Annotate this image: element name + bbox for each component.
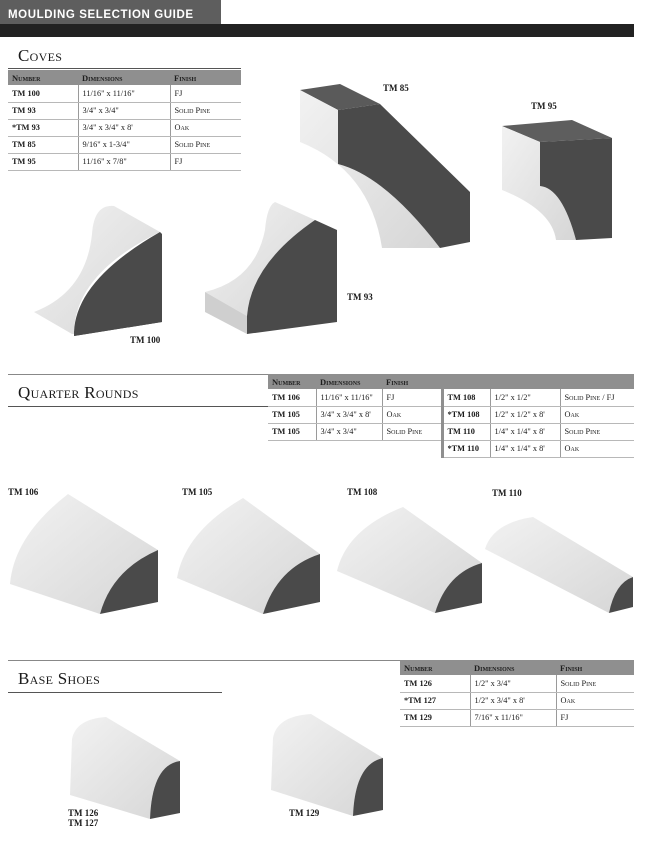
quarter-rounds-rule: [8, 374, 268, 375]
tm110-curved-face: [485, 517, 633, 613]
table-row: [400, 692, 634, 709]
tm110-label: TM 110: [492, 488, 522, 498]
cell-dimensions: 1/2" x 1/2" x 8': [490, 406, 560, 423]
coves-title: Coves: [18, 46, 63, 65]
cell-dimensions: 1/4" x 1/4" x 8': [490, 440, 560, 457]
base-shoes-rule: [8, 660, 400, 661]
table-row: [268, 423, 634, 440]
tm93-label: TM 93: [347, 292, 373, 302]
quarter-rounds-title-underline: [8, 406, 268, 407]
cell-number: TM 105: [268, 423, 316, 440]
table-header-row: [268, 374, 634, 389]
table-row: [400, 709, 634, 726]
cell-dimensions: 9/16" x 1-3/4": [78, 136, 170, 153]
cell-finish: FJ: [170, 153, 241, 170]
tm105-quarter-round-illustration: [177, 494, 322, 616]
coves-title-underline: [8, 68, 241, 69]
cell-dimensions: 7/16" x 11/16": [470, 709, 556, 726]
column-header: Number: [268, 374, 316, 389]
cell-dimensions: 11/16" x 7/8": [78, 153, 170, 170]
cell-number: TM 100: [8, 85, 78, 102]
tm126-label: TM 126: [68, 808, 99, 818]
cell-dimensions: 3/4" x 3/4": [78, 102, 170, 119]
column-header: Dimensions: [78, 70, 170, 85]
tm110-quarter-round-illustration: [485, 515, 635, 615]
cell-finish: Solid Pine: [556, 675, 634, 692]
empty-cell: [268, 440, 316, 457]
tm105-label: TM 105: [182, 487, 213, 497]
column-header: Finish: [170, 70, 241, 85]
base-shoes-table: [400, 660, 634, 727]
quarter-rounds-title: Quarter Rounds: [18, 383, 139, 402]
cell-finish: FJ: [556, 709, 634, 726]
base-shoes-title-underline: [8, 692, 222, 693]
cell-number: *TM 108: [442, 406, 490, 423]
cell-number: TM 108: [442, 389, 490, 406]
tm100-label: TM 100: [130, 335, 161, 345]
cell-number: TM 93: [8, 102, 78, 119]
tm85-label: TM 85: [383, 83, 409, 93]
cell-finish: FJ: [170, 85, 241, 102]
cell-number: TM 126: [400, 675, 470, 692]
column-header: Number: [8, 70, 78, 85]
tm106-label: TM 106: [8, 487, 39, 497]
cell-finish: Solid Pine: [170, 102, 241, 119]
tm127-label: TM 127: [68, 818, 99, 828]
table-row: [268, 406, 634, 423]
empty-cell: [382, 440, 442, 457]
cell-number: TM 110: [442, 423, 490, 440]
cell-finish: FJ: [382, 389, 442, 406]
column-header: Dimensions: [316, 374, 382, 389]
cell-number: TM 85: [8, 136, 78, 153]
cell-dimensions: 3/4" x 3/4" x 8': [316, 406, 382, 423]
cell-dimensions: 1/2" x 3/4" x 8': [470, 692, 556, 709]
cell-finish: Oak: [560, 440, 634, 457]
tm100-cove-illustration: [34, 204, 164, 336]
cell-finish: Oak: [382, 406, 442, 423]
coves-table: [8, 70, 241, 171]
column-header: Number: [400, 660, 470, 675]
cell-number: TM 105: [268, 406, 316, 423]
cell-number: *TM 127: [400, 692, 470, 709]
column-header: [560, 374, 634, 389]
column-header: Finish: [556, 660, 634, 675]
tm108-label: TM 108: [347, 487, 378, 497]
tm95-label: TM 95: [531, 101, 557, 111]
table-row: [8, 119, 241, 136]
table-row: [8, 102, 241, 119]
cell-finish: Solid Pine: [382, 423, 442, 440]
cell-dimensions: 11/16" x 11/16": [316, 389, 382, 406]
table-row: [268, 389, 634, 406]
cell-number: TM 106: [268, 389, 316, 406]
tm93-cove-illustration: [205, 200, 340, 334]
cell-dimensions: 1/2" x 3/4": [470, 675, 556, 692]
empty-cell: [316, 440, 382, 457]
tm126-base-shoe-illustration: [70, 717, 182, 821]
quarter-rounds-table: [268, 374, 634, 458]
column-header: [442, 374, 490, 389]
cell-dimensions: 11/16" x 11/16": [78, 85, 170, 102]
cell-number: *TM 93: [8, 119, 78, 136]
tm129-label: TM 129: [289, 808, 320, 818]
cell-dimensions: 1/2" x 1/2": [490, 389, 560, 406]
tm129-base-shoe-illustration: [271, 714, 385, 818]
cell-number: TM 129: [400, 709, 470, 726]
header-bar: [0, 24, 634, 37]
column-header: Dimensions: [470, 660, 556, 675]
base-shoes-title: Base Shoes: [18, 669, 101, 688]
cell-finish: Oak: [560, 406, 634, 423]
table-row: [8, 136, 241, 153]
column-header: [490, 374, 560, 389]
cell-dimensions: 3/4" x 3/4" x 8': [78, 119, 170, 136]
guide-title: MOULDING SELECTION GUIDE: [0, 0, 221, 24]
cell-dimensions: 3/4" x 3/4": [316, 423, 382, 440]
tm106-quarter-round-illustration: [10, 490, 160, 616]
table-row: [8, 153, 241, 170]
table-row: [268, 440, 634, 457]
cell-finish: Oak: [170, 119, 241, 136]
cell-finish: Solid Pine: [560, 423, 634, 440]
table-row: [400, 675, 634, 692]
column-header: Finish: [382, 374, 442, 389]
cell-dimensions: 1/4" x 1/4" x 8': [490, 423, 560, 440]
cell-finish: Oak: [556, 692, 634, 709]
tm95-cove-illustration: [500, 118, 615, 243]
table-header-row: [8, 70, 241, 85]
cell-finish: Solid Pine: [170, 136, 241, 153]
table-header-row: [400, 660, 634, 675]
cell-number: TM 95: [8, 153, 78, 170]
cell-finish: Solid Pine / FJ: [560, 389, 634, 406]
table-row: [8, 85, 241, 102]
cell-number: *TM 110: [442, 440, 490, 457]
tm108-quarter-round-illustration: [337, 503, 484, 615]
